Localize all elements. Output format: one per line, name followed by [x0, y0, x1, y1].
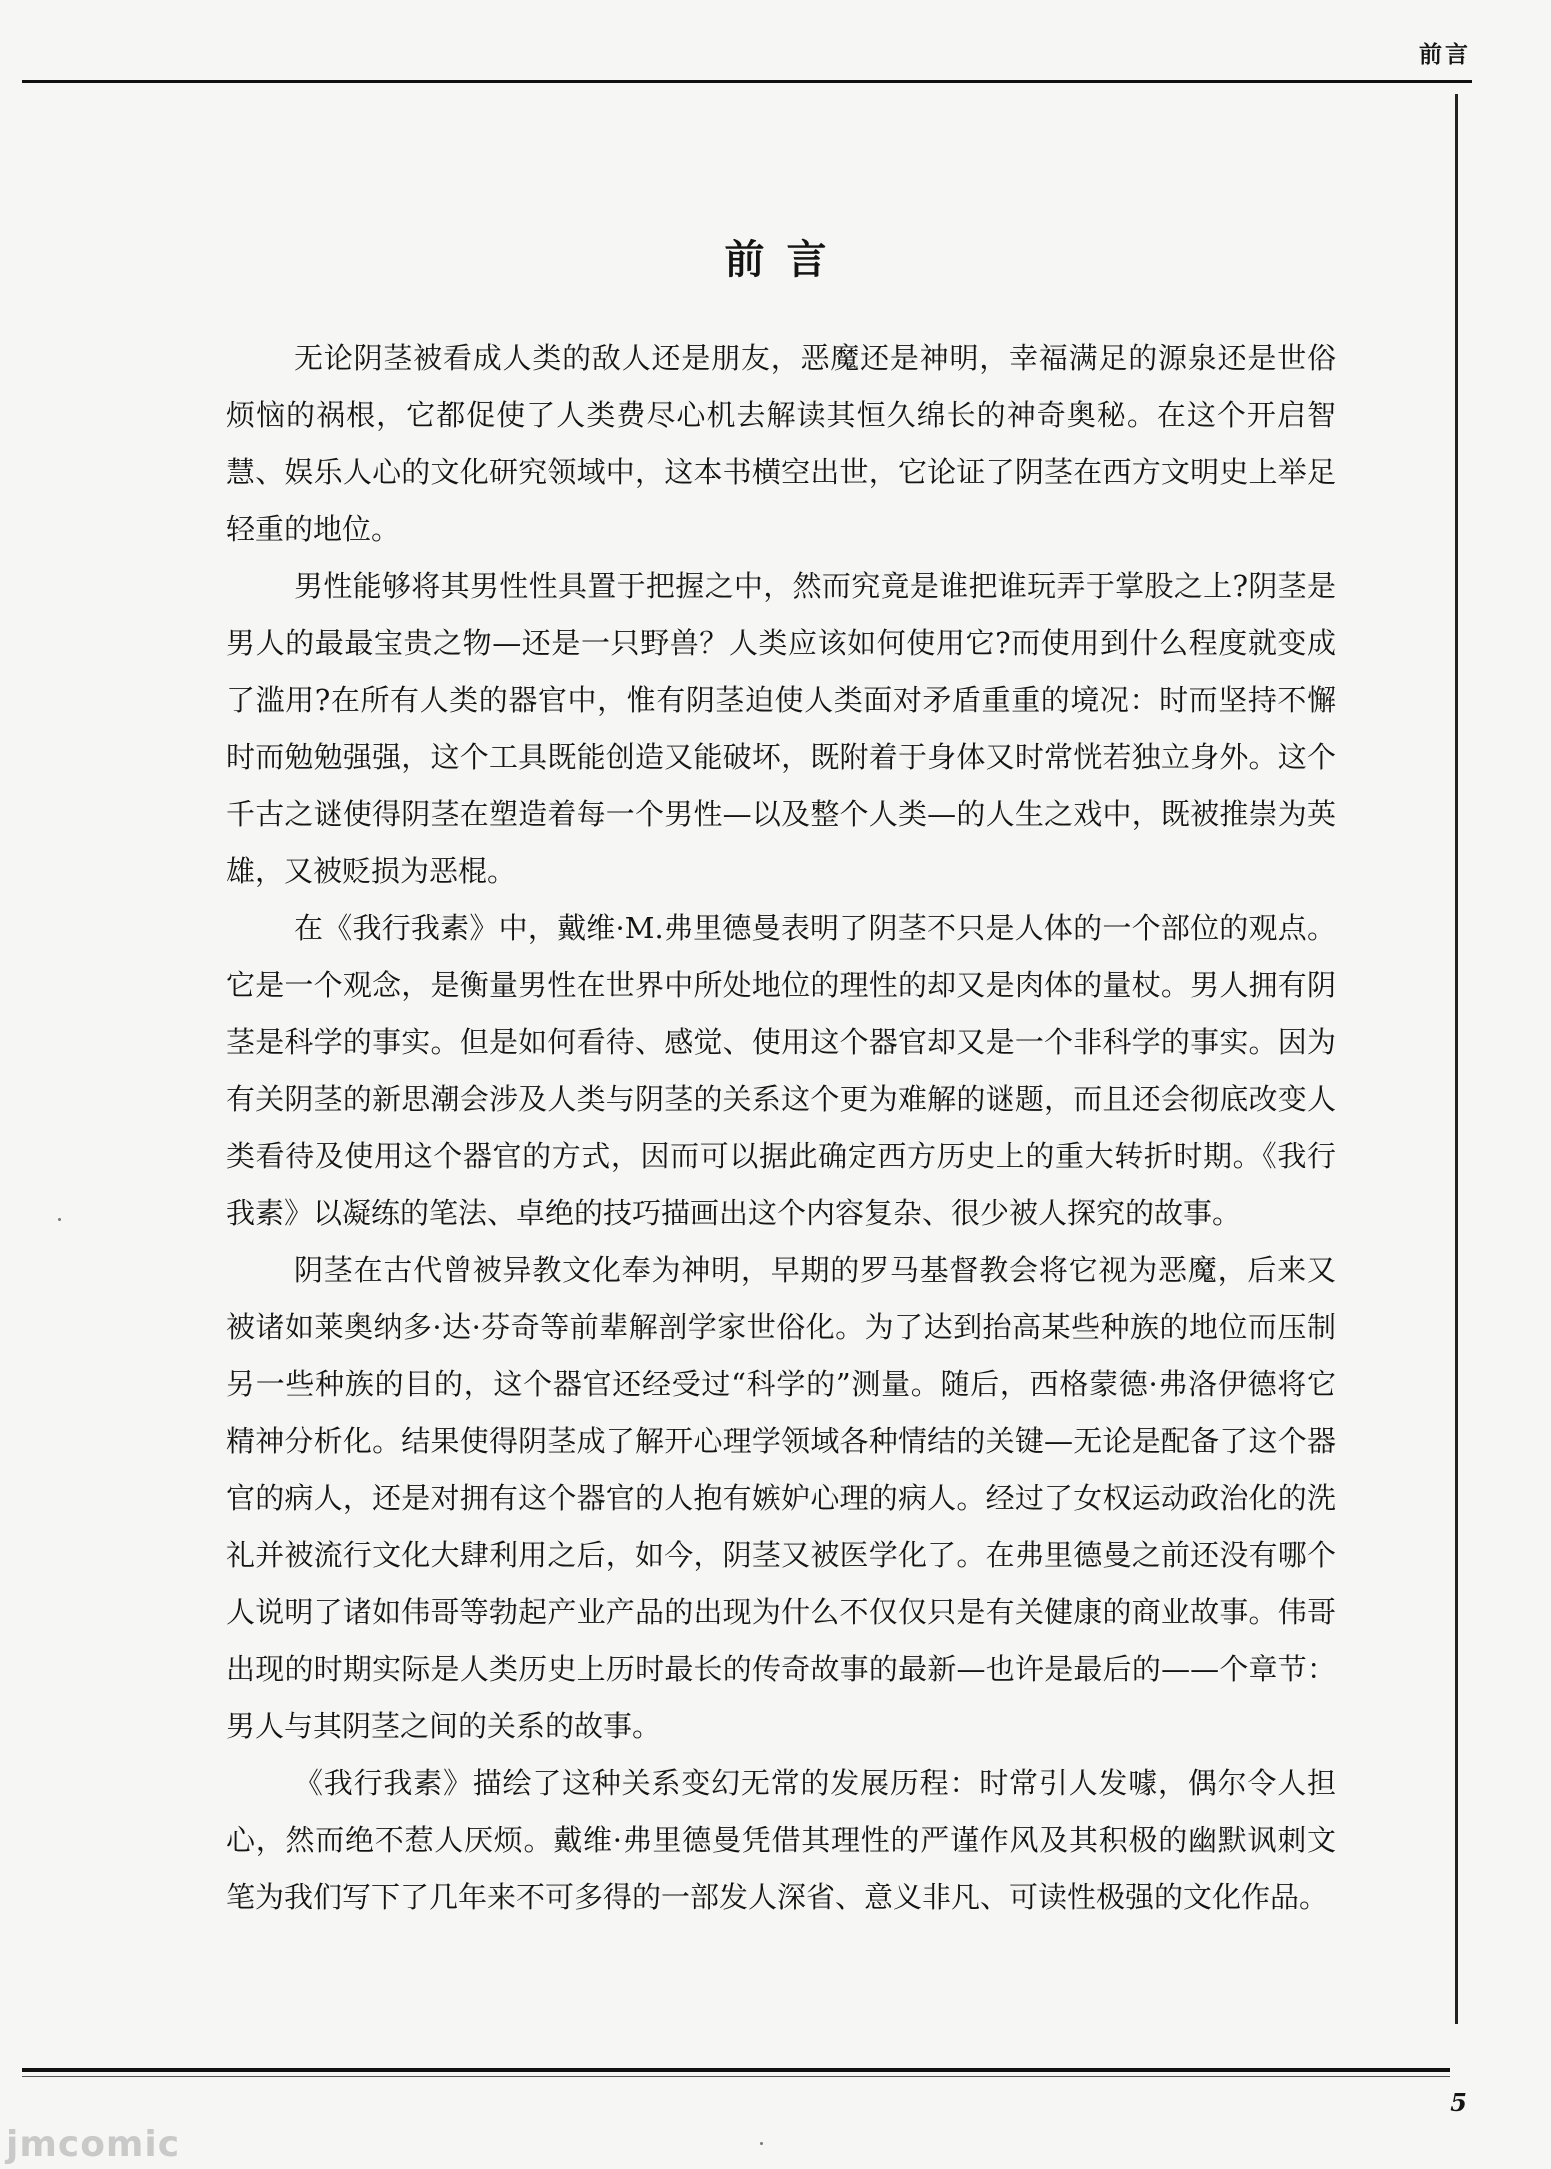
scan-speck: [58, 1218, 61, 1221]
running-head: 前言: [1419, 41, 1471, 68]
page-number: 5: [1450, 2088, 1467, 2117]
body-text: [226, 330, 1336, 1926]
watermark-logo: jmcomic: [6, 2124, 181, 2165]
right-margin-rule: [1455, 94, 1458, 2024]
paragraph: 在《我行我素》中，戴维·M.弗里德曼表明了阴茎不只是人体的一个部位的观点。它是一个观念，是衡量男性在世界中所处地位的理性的却又是肉体的量杖。男人拥有阴茎是科学的事实。但是如何看待、感觉、使用这个器官却又是一个非科学的事实。因为有关阴茎的新思潮会涉及人类与阴茎的关系这个更为难解的谜题，而且还会彻底改变人类看待及使用这个器官的方式，因而可以据此确定西方历史上的重大转折时期。《我行我素》以凝练的笔法、卓绝的技巧描画出这个内容复杂、很少被人探究的故事。: [226, 911, 1336, 1230]
header-rule: [22, 80, 1472, 83]
footer-rule-thin: [22, 2076, 1450, 2077]
chapter-title: 前言: [724, 236, 849, 283]
paragraph: 男性能够将其男性性具置于把握之中，然而究竟是谁把谁玩弄于掌股之上?阴茎是男人的最最宝贵之物—还是一只野兽？人类应该如何使用它?而使用到什么程度就变成了滥用?在所有人类的器官中，惟有阴茎迫使人类面对矛盾重重的境况：时而坚持不懈时而勉勉强强，这个工具既能创造又能破坏，既附着于身体又时常恍若独立身外。这个千古之谜使得阴茎在塑造着每一个男性—以及整个人类—的人生之戏中，既被推崇为英雄，又被贬损为恶棍。: [226, 569, 1336, 888]
paragraph: 《我行我素》描绘了这种关系变幻无常的发展历程：时常引人发噱，偶尔令人担心，然而绝不惹人厌烦。戴维·弗里德曼凭借其理性的严谨作风及其积极的幽默讽刺文笔为我们写下了几年来不可多得的一部发人深省、意义非凡、可读性极强的文化作品。: [226, 1766, 1336, 1914]
footer-rule: [22, 2068, 1450, 2072]
paragraph: 阴茎在古代曾被异教文化奉为神明，早期的罗马基督教会将它视为恶魔，后来又被诸如莱奥纳多·达·芬奇等前辈解剖学家世俗化。为了达到抬高某些种族的地位而压制另一些种族的目的，这个器官还经受过“科学的”测量。随后，西格蒙德·弗洛伊德将它精神分析化。结果使得阴茎成了解开心理学领域各种情结的关键—无论是配备了这个器官的病人，还是对拥有这个器官的人抱有嫉妒心理的病人。经过了女权运动政治化的洗礼并被流行文化大肆利用之后，如今，阴茎又被医学化了。在弗里德曼之前还没有哪个人说明了诸如伟哥等勃起产业产品的出现为什么不仅仅只是有关健康的商业故事。伟哥出现的时期实际是人类历史上历时最长的传奇故事的最新—也许是最后的——个章节：男人与其阴茎之间的关系的故事。: [226, 1253, 1336, 1743]
scan-speck: [760, 2142, 763, 2145]
paragraph: 无论阴茎被看成人类的敌人还是朋友，恶魔还是神明，幸福满足的源泉还是世俗烦恼的祸根，它都促使了人类费尽心机去解读其恒久绵长的神奇奥秘。在这个开启智慧、娱乐人心的文化研究领域中，这本书横空出世，它论证了阴茎在西方文明史上举足轻重的地位。: [226, 341, 1336, 546]
